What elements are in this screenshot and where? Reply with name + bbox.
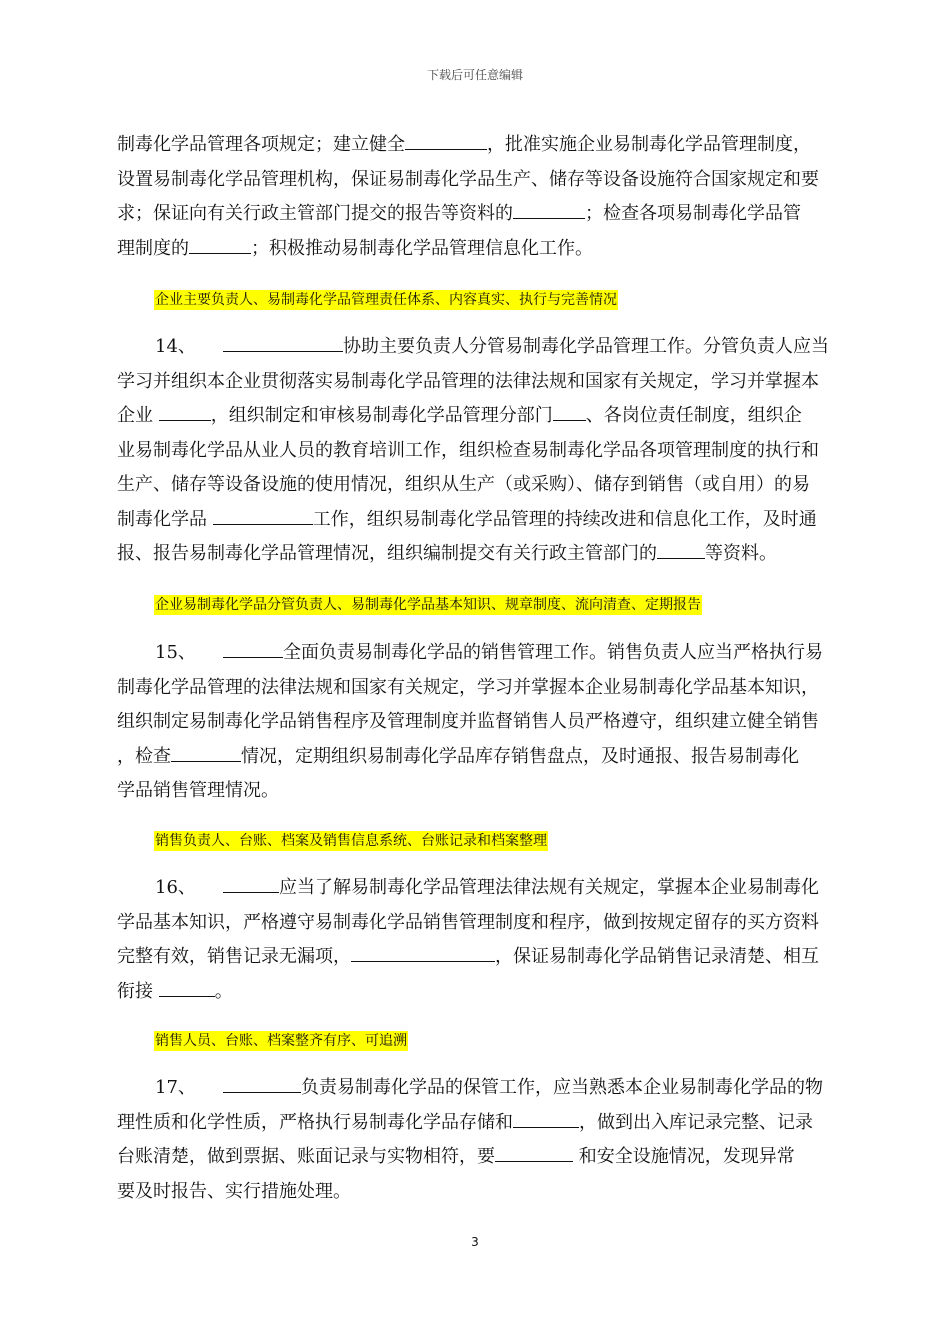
blank xyxy=(657,538,705,559)
blank xyxy=(513,1107,579,1128)
blank xyxy=(513,198,585,219)
blank xyxy=(223,637,283,658)
question-number: 15、 xyxy=(155,642,196,663)
question-16: 16、 应当了解易制毒化学品管理法律法规有关规定，掌握本企业易制毒化 学品基本知识，严格遵守易制毒化学品销售管理制度和程序，做到按规定留存的买方资料 完整有效，销售记录无漏项， ，保证易制毒化学品销售记录清楚、相互 衔接 。 xyxy=(117,871,861,1009)
blank xyxy=(553,400,586,421)
blank xyxy=(223,331,343,352)
question-number: 17、 xyxy=(155,1077,196,1098)
blank xyxy=(189,233,251,254)
blank xyxy=(223,872,279,893)
question-15: 15、 全面负责易制毒化学品的销售管理工作。销售负责人应当严格执行易 制毒化学品管理的法律法规和国家有关规定，学习并掌握本企业易制毒化学品基本知识， 组织制定易制毒化学品销售程序及管理制度并监督销售人员严格遵守，组织建立健全销售 ，检查 情况，定期组织易制毒化学品库存销售盘点，及时通报、报告易制毒化 学品销售管理情况。 xyxy=(117,636,861,809)
blank xyxy=(405,129,487,150)
blank xyxy=(213,504,313,525)
blank xyxy=(351,941,495,962)
blank xyxy=(495,1141,573,1162)
answer-15: 销售负责人、台账、档案及销售信息系统、台账记录和档案整理 xyxy=(155,833,547,849)
question-14: 14、 协助主要负责人分管易制毒化学品管理工作。分管负责人应当 学习并组织本企业贯彻落实易制毒化学品管理的法律法规和国家有关规定，学习并掌握本 企业 ，组织制定和审核易制毒化学品管理分部门 、各岗位责任制度，组织企 业易制毒化学品从业人员的教育培训工作，组织检查易制毒化学品各项管理制度的执行和 生产、储存等设备设施的使用情况，组织从生产（或采购）、储存到销售（或自用）的易 制毒化学品 工作，组织易制毒化学品管理的持续改进和信息化工作，及时通 报、报告易制毒化学品管理情况，组织编制提交有关行政主管部门的 等资料。 xyxy=(117,330,861,572)
answer-13: 企业主要负责人、易制毒化学品管理责任体系、内容真实、执行与完善情况 xyxy=(155,292,617,308)
answer-16: 销售人员、台账、档案整齐有序、可追溯 xyxy=(155,1033,407,1049)
page-number: 3 xyxy=(471,1235,479,1249)
blank xyxy=(159,976,215,997)
blank xyxy=(159,400,211,421)
blank xyxy=(223,1072,301,1093)
q13-continuation: 制毒化学品管理各项规定；建立健全 ，批准实施企业易制毒化学品管理制度， 设置易制毒化学品管理机构，保证易制毒化学品生产、储存等设备设施符合国家规定和要 求；保证向有关行政主管部门提交的报告等资料的 ；检查各项易制毒化学品管 理制度的 ；积极推动易制毒化学品管理信息化工作。 xyxy=(117,128,861,266)
page-header: 下载后可任意编辑 xyxy=(426,68,523,82)
question-17: 17、 负责易制毒化学品的保管工作，应当熟悉本企业易制毒化学品的物 理性质和化学性质，严格执行易制毒化学品存储和 ，做到出入库记录完整、记录 台账清楚，做到票据、账面记录与实物相符，要 和安全设施情况，发现异常 要及时报告、实行措施处理。 xyxy=(117,1071,861,1209)
question-number: 16、 xyxy=(155,877,196,898)
question-number: 14、 xyxy=(155,336,196,357)
answer-14: 企业易制毒化学品分管负责人、易制毒化学品基本知识、规章制度、流向清查、定期报告 xyxy=(155,597,701,613)
blank xyxy=(171,741,241,762)
